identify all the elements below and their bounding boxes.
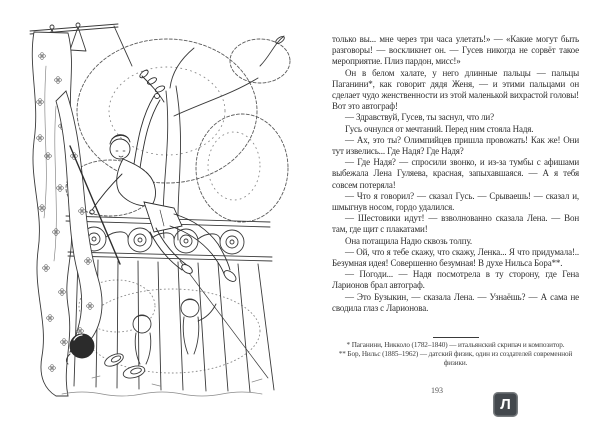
text-paragraph: Гусь очнулся от мечтаний. Перед ним стояла Надя.: [345, 123, 534, 134]
footnote: ** Бор, Нильс (1885–1962) — датский физик, один из создателей современной физики.: [338, 350, 573, 367]
balcony-bars: [74, 259, 274, 392]
text-paragraph: — Здравствуй, Гусев, ты заснул, что ли?: [345, 112, 494, 123]
dark-boot: [66, 334, 94, 364]
text-paragraph: только вы... мне через три часа улетать!» — «Какие могут быть разговоры! — воскликнет он. — Гусев никогда не сорвёт такое мероприятие. Плиз пардон, мисс!»: [332, 34, 579, 67]
tree-trunk: [163, 35, 285, 240]
text-paragraph: — Погоди... — Надя посмотрела в ту сторону, где Гена Ларионов брал автограф.: [332, 269, 579, 291]
text-paragraph: — Ой, что я тебе скажу, что скажу, Ленка... Я что придумала!.. Безумная идея! Совершенно безумная! В духе Нильса Бора**.: [332, 246, 579, 269]
text-paragraph: — Что я говорил? — сказал Гусь. — Срываешь! — сказал и, шмыгнув носом, гордо удалился.: [332, 190, 579, 213]
book-illustration: [22, 6, 307, 400]
footnote-block: [332, 337, 579, 368]
page-text-column: [332, 34, 579, 314]
labirint-logo: Л: [493, 392, 518, 417]
footnote: * Паганини, Никколо (1782–1840) — итальянский скрипач и композитор.: [346, 341, 565, 349]
slippers: [103, 351, 146, 380]
text-paragraph: — Где Надя? — спросили звонко, и из-за тумбы с афишами выбежала Лена Гуляева, красная, запыхавшаяся. — А я тебя совсем потеряла!: [332, 157, 579, 190]
text-paragraph: Она потащила Надю сквозь толпу.: [345, 235, 472, 246]
page-number: 193: [431, 386, 443, 395]
text-paragraph: — Это Бузыкин, — сказала Лена. — Узнаёшь? — А сама не сводила глаз с Ларионова.: [332, 291, 579, 313]
text-paragraph: Он в белом халате, у него длинные пальцы — пальцы Паганини*, как говорит дядя Женя, — и этими пальцами он сделает чудо женственности из этой маленькой вихрастой головы! Вот это автограф!: [332, 67, 579, 112]
floral-curtain: [32, 32, 73, 396]
text-paragraph: — Ах, это ты? Олимпийцев пришла провожать! Как же! Они тут извелись... Где Надя? Где Надя?: [332, 134, 579, 157]
text-paragraph: — Шестовики идут! — взволнованно сказала Лена. — Вон там, где щит с плакатами!: [332, 213, 579, 235]
ground-line: [62, 376, 262, 396]
footnote-separator: [433, 337, 479, 338]
